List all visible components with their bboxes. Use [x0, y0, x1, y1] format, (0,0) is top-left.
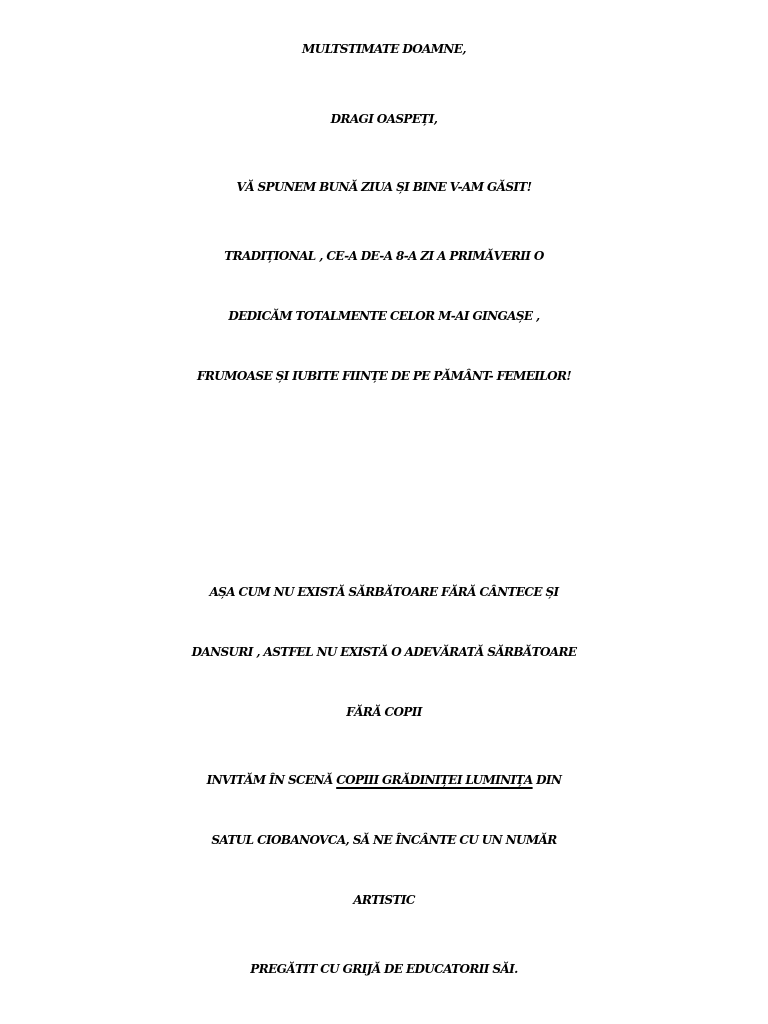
- paragraph-1-line-1: TRADIȚIONAL , CE-A DE-A 8-A ZI A PRIMĂVERII O: [224, 249, 544, 263]
- closing-line-1: SATUL CIOBANOVCA, SĂ NE ÎNCÂNTE CU UN NUMĂR: [211, 833, 557, 847]
- kindergarten-name: COPIII GRĂDINIȚEI LUMINIȚA: [336, 773, 533, 787]
- paragraph-2-line-2: DANSURI , ASTFEL NU EXISTĂ O ADEVĂRATĂ SĂRBĂTOARE: [191, 645, 577, 659]
- paragraph-2-line-1: AȘA CUM NU EXISTĂ SĂRBĂTOARE FĂRĂ CÂNTECE ȘI: [209, 585, 559, 599]
- closing-line-3: PREGĂTIT CU GRIJĂ DE EDUCATORII SĂI.: [250, 962, 518, 976]
- invite-text-before: INVITĂM ÎN SCENĂ: [206, 773, 337, 787]
- paragraph-1-line-2: DEDICĂM TOTALMENTE CELOR M-AI GINGAȘE ,: [228, 309, 540, 323]
- invite-text-after: DIN: [532, 773, 562, 787]
- invite-line: [0, 773, 768, 787]
- paragraph-1-line-3: FRUMOASE ȘI IUBITE FIINȚE DE PE PĂMÂNT- FEMEILOR!: [196, 369, 572, 383]
- paragraph-2-line-3: FĂRĂ COPII: [346, 705, 422, 719]
- closing-line-2: ARTISTIC: [353, 893, 415, 907]
- greeting-line-3: VĂ SPUNEM BUNĂ ZIUA ȘI BINE V-AM GĂSIT!: [236, 180, 532, 194]
- greeting-line-2: DRAGI OASPEȚI,: [330, 112, 438, 126]
- greeting-line-1: MULTSTIMATE DOAMNE,: [302, 42, 466, 56]
